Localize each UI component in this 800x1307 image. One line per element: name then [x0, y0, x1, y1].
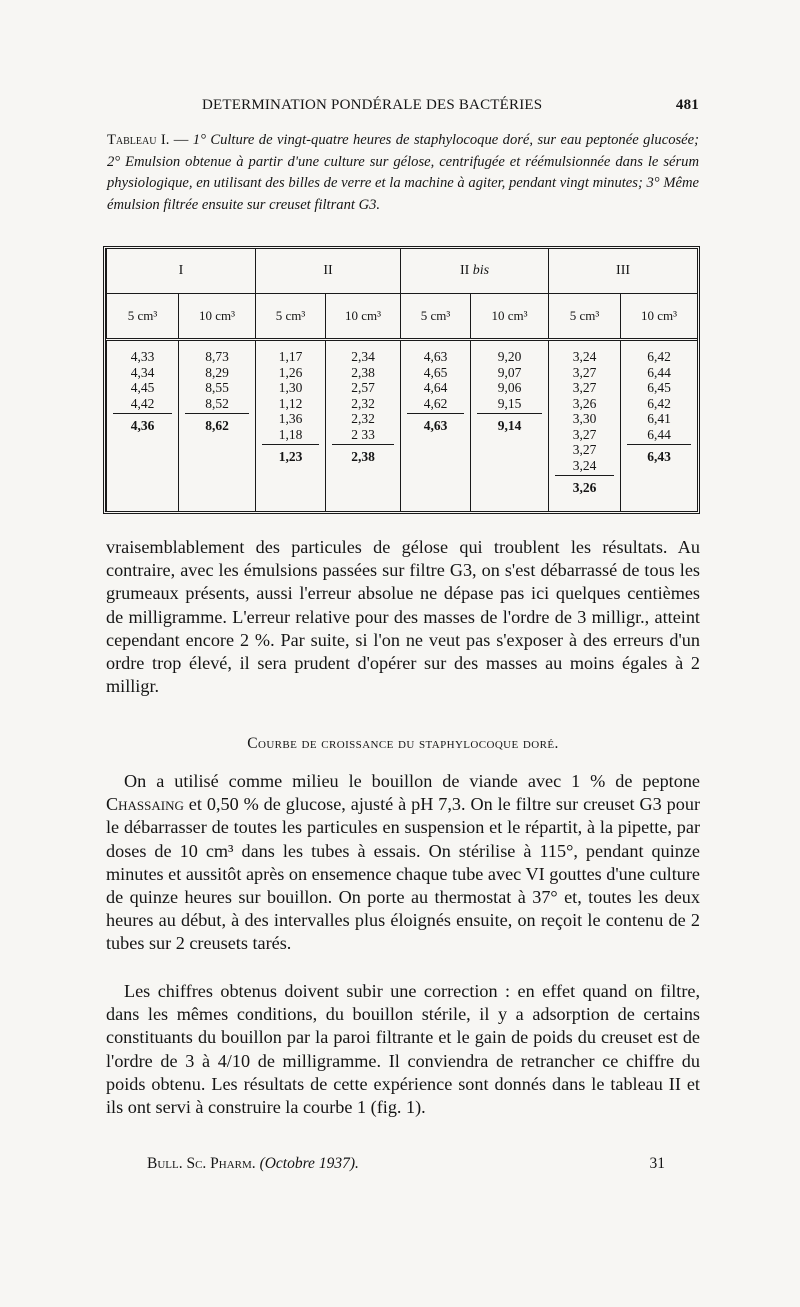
- table-cell: 9,15: [497, 395, 522, 411]
- paragraph-results: [106, 536, 700, 698]
- page-number: 481: [675, 97, 699, 113]
- table-cell: 6,44: [647, 364, 671, 380]
- volume-header-row: [107, 294, 698, 340]
- table-cell: 6,42: [647, 349, 671, 364]
- author-name: Chassaing: [106, 794, 184, 815]
- volume-header: 10 cm³: [471, 294, 549, 340]
- table-column: [401, 340, 471, 512]
- table-cell: 3,27: [572, 442, 597, 457]
- table-cell: 2,57: [351, 380, 375, 395]
- mean-value: 4,36: [113, 413, 172, 434]
- table-cell: 8,73: [205, 349, 229, 364]
- table-cell: 6,44: [647, 426, 671, 442]
- paragraph-method: [106, 770, 700, 956]
- table-cell: 1,30: [278, 380, 303, 395]
- table-cell: 4,62: [423, 395, 448, 411]
- volume-header: 10 cm³: [326, 294, 401, 340]
- table-cell: 2,32: [351, 395, 375, 411]
- table-cell: 2,38: [351, 364, 375, 380]
- table-cell: 1,17: [278, 349, 303, 364]
- table-cell: 8,55: [205, 380, 229, 395]
- volume-header: 5 cm³: [256, 294, 326, 340]
- table-cell: 9,07: [497, 364, 522, 380]
- data-table: [106, 249, 698, 511]
- table-column: [326, 340, 401, 512]
- table-cell: 2,34: [351, 349, 375, 364]
- volume-header: 5 cm³: [401, 294, 471, 340]
- group-header-row: [107, 249, 698, 294]
- paragraph-text: On a utilisé comme milieu le bouillon de viande avec 1 % de peptone Chassaing et 0,50 % de glucose, ajusté à pH 7,3. On le filtre sur creuset G3 pour le débarrasser de toutes les particules en suspension et le répartit, à la pipette, par doses de 10 cm³ dans les tubes à essais. On stérilise à 115°, pendant quinze minutes et aussitôt après on ensemence chaque tube avec VI gouttes d'une culture de quinze heures sur bouillon. On porte au thermostat à 37° et, toutes les deux heures au début, à des intervalles plus éloignés ensuite, on reçoit le contenu de 2 tubes sur 2 creusets tarés.: [106, 771, 700, 954]
- mean-value: 2,38: [332, 444, 394, 465]
- table-cell: 6,41: [647, 411, 671, 426]
- table-cell: 4,42: [130, 395, 155, 411]
- table-column: [256, 340, 326, 512]
- table-cell: 9,20: [497, 349, 522, 364]
- table-cell: 8,29: [205, 364, 229, 380]
- table-cell: 4,63: [423, 349, 448, 364]
- group-header: II bis: [401, 249, 549, 294]
- table-label: Tableau I. —: [107, 132, 193, 148]
- table-caption: [107, 130, 699, 216]
- table-cell: 1,12: [278, 395, 303, 411]
- table-cell: 1,36: [278, 411, 303, 426]
- table-column: [471, 340, 549, 512]
- data-table-frame: [103, 246, 700, 514]
- volume-header: 5 cm³: [107, 294, 179, 340]
- table-cell: 3,27: [572, 426, 597, 442]
- volume-header: 10 cm³: [621, 294, 698, 340]
- table-cell: 2,32: [351, 411, 375, 426]
- paragraph-text: Les chiffres obtenus doivent subir une correction : en effet quand on filtre, dans les mêmes conditions, du bouillon stérile, il y a adsorption de certains constituants du bouillon par la paroi filtrante et le gain de poids du creuset est de l'ordre de 3 à 4/10 de milligramme. Il conviendra de retrancher ce chiffre du poids obtenu. Les résultats de cette expérience sont donnés dans le tableau II et ils ont servi à construire la courbe 1 (fig. 1).: [106, 981, 700, 1118]
- mean-value: 6,43: [627, 444, 691, 465]
- group-header: II: [256, 249, 401, 294]
- mean-value: 3,26: [555, 475, 614, 496]
- volume-header: 10 cm³: [179, 294, 256, 340]
- table-cell: 4,65: [423, 364, 448, 380]
- paragraph-text: vraisemblablement des particules de gélose qui troublent les résultats. Au contraire, avec les émulsions passées sur filtre G3, on s'est débarrassé de tous les grumeaux présents, aussi l'erreur absolue ne dépase pas ici quelques centièmes de milligramme. L'erreur relative pour des masses de l'ordre de 3 milligr., atteint cependant encore 2 %. Par suite, si l'on ne veut pas s'exposer à des erreurs d'un ordre trop élevé, il sera prudent d'opérer sur des masses au moins égales à 2 milligr.: [106, 537, 700, 697]
- mean-value: 1,23: [262, 444, 319, 465]
- table-column: [621, 340, 698, 512]
- running-title: DETERMINATION PONDÉRALE DES BACTÉRIES: [202, 97, 543, 113]
- mean-value: 8,62: [185, 413, 249, 434]
- caption-text: 1° Culture de vingt-quatre heures de staphylocoque doré, sur eau peptonée glucosée; 2° Emulsion obtenue à partir d'une culture sur gélose, centrifugée et réémulsionnée dans le sérum physiologique, en utilisant des billes de verre et la machine à agiter, pendant vingt minutes; 3° Même émulsion filtrée ensuite sur creuset filtrant G3.: [107, 132, 699, 213]
- table-cell: 4,64: [423, 380, 448, 395]
- mean-value: 9,14: [477, 413, 542, 434]
- group-header: I: [107, 249, 256, 294]
- journal-source: Bull. Sc. Pharm. (Octobre 1937).: [147, 1155, 359, 1172]
- table-column: [107, 340, 179, 512]
- table-cell: 3,26: [572, 395, 597, 411]
- table-cell: 4,33: [130, 349, 155, 364]
- table-cell: 1,18: [278, 426, 303, 442]
- table-cell: 6,42: [647, 395, 671, 411]
- volume-header: 5 cm³: [549, 294, 621, 340]
- group-header: III: [549, 249, 698, 294]
- table-cell: 6,45: [647, 380, 671, 395]
- table-cell: 8,52: [205, 395, 229, 411]
- table-cell: 4,34: [130, 364, 155, 380]
- table-cell: 3,27: [572, 380, 597, 395]
- table-cell: 3,30: [572, 411, 597, 426]
- table-cell: 2 33: [351, 426, 375, 442]
- table-cell: 3,24: [572, 349, 597, 364]
- table-column: [549, 340, 621, 512]
- table-cell: 9,06: [497, 380, 522, 395]
- table-cell: 3,27: [572, 364, 597, 380]
- values-row: [107, 340, 698, 512]
- table-cell: 4,45: [130, 380, 155, 395]
- table-cell: 3,24: [572, 457, 597, 473]
- section-heading: Courbe de croissance du staphylocoque doré.: [247, 735, 559, 752]
- table-cell: 1,26: [278, 364, 303, 380]
- paragraph-correction: [106, 980, 700, 1119]
- mean-value: 4,63: [407, 413, 464, 434]
- table-column: [179, 340, 256, 512]
- signature-mark: 31: [649, 1155, 665, 1172]
